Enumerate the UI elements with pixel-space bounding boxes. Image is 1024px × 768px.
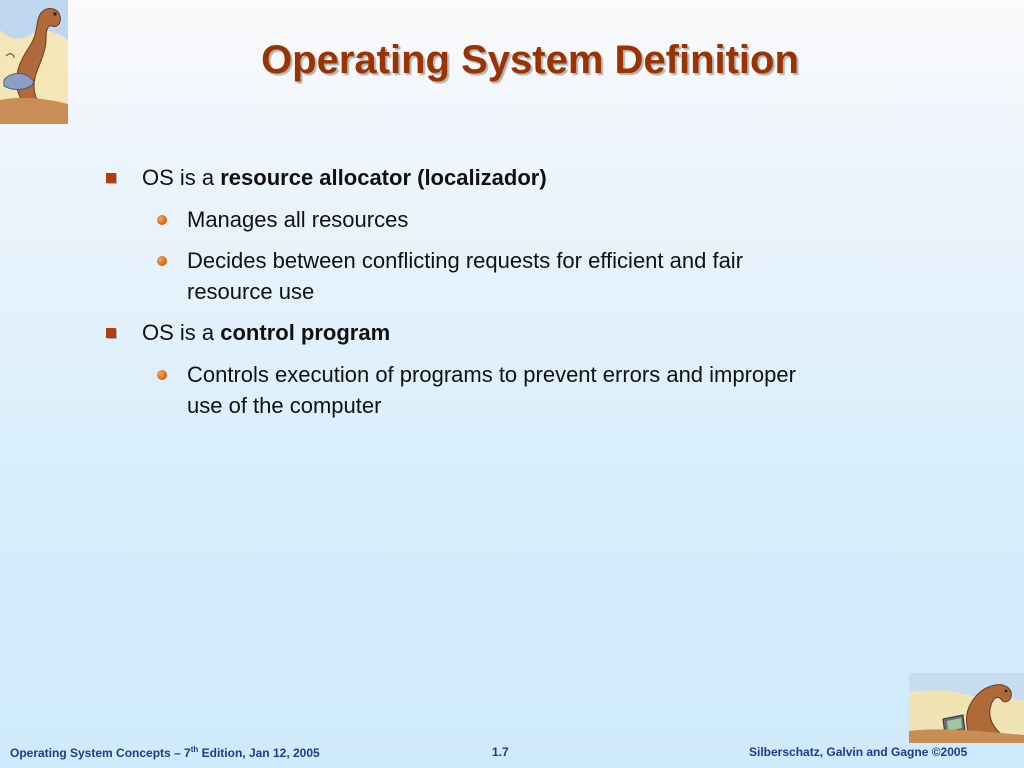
sub-bullet-manages-resources [187,204,917,235]
sub-bullet-text-line2: resource use [187,279,315,304]
sub-bullet-text: Manages all resources [187,207,409,232]
bullet-bold-term: control program [220,320,391,345]
sub-bullet-decides-requests [187,245,917,307]
footer-title-post: Edition, Jan 12, 2005 [198,746,320,760]
bullet-control-program [142,317,902,348]
footer-authors: Silberschatz, Galvin and Gagne ©2005 [749,745,968,759]
footer-title-pre: Operating System Concepts – 7 [10,746,191,760]
round-bullet-icon [157,215,167,225]
slide-title: Operating System Definition [261,38,799,82]
bullet-resource-allocator [142,162,902,193]
sub-bullet-text-line2: use of the computer [187,393,382,418]
sub-bullet-text-line1: Controls execution of programs to prevent errors and improper [187,362,796,387]
square-bullet-icon [106,328,116,338]
bullet-bold-term: resource allocator (localizador) [220,165,547,190]
round-bullet-icon [157,370,167,380]
footer-book-title [10,745,320,760]
footer-page-number: 1.7 [492,745,509,759]
sub-bullet-controls-execution [187,359,917,421]
bullet-prefix: OS is a [142,165,221,190]
sub-bullet-text-line1: Decides between conflicting requests for efficient and fair [187,248,744,273]
square-bullet-icon [106,173,116,183]
bullet-prefix: OS is a [142,320,221,345]
round-bullet-icon [157,256,167,266]
footer-title-sup: th [190,745,199,754]
